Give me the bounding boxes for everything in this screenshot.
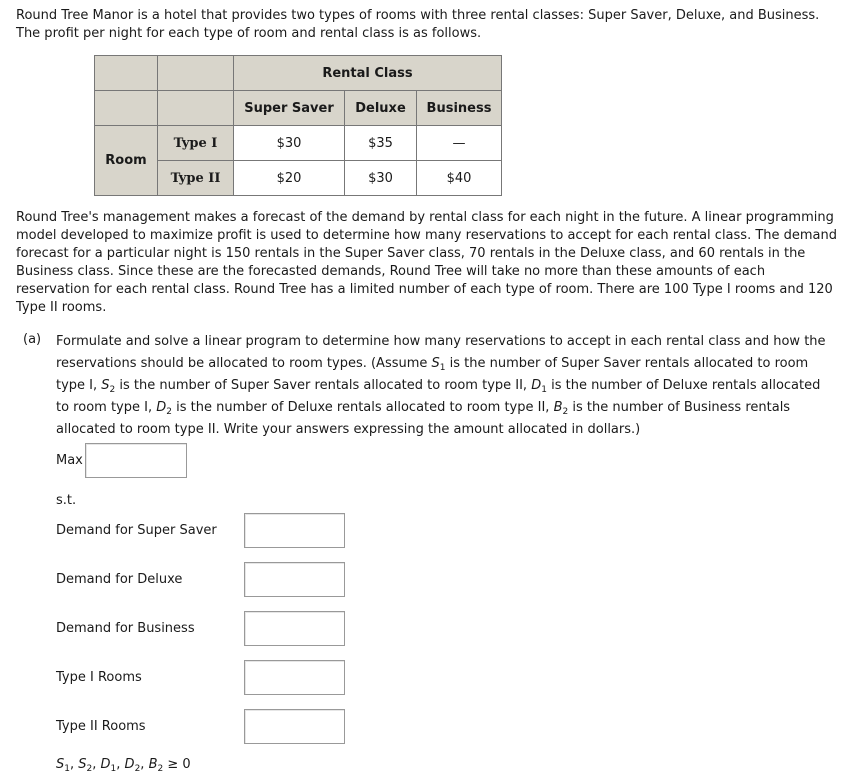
cell-type-i-business: — [417, 126, 502, 161]
constraint-input-type-ii-rooms[interactable] [244, 709, 345, 744]
col-super-saver: Super Saver [234, 91, 345, 126]
part-a-label: (a) [23, 332, 42, 347]
cell-type-ii-business: $40 [417, 161, 502, 196]
room-row-header: Room [95, 126, 158, 196]
row-type-i: Type I [158, 126, 234, 161]
cell-type-ii-super-saver: $20 [234, 161, 345, 196]
constraint-label-super-saver: Demand for Super Saver [56, 523, 217, 538]
cell-type-ii-deluxe: $30 [345, 161, 417, 196]
intro-text: Round Tree Manor is a hotel that provides two types of rooms with three rental classes: Super Saver, Deluxe, and Business. The profit per night for each type of room and rental class is as follows. [16, 8, 820, 41]
st-label: s.t. [56, 493, 77, 508]
constraint-input-deluxe[interactable] [244, 562, 345, 597]
cell-type-i-super-saver: $30 [234, 126, 345, 161]
col-deluxe: Deluxe [345, 91, 417, 126]
profit-table [94, 55, 502, 196]
demand-paragraph: Round Tree's management makes a forecast of the demand by rental class for each night in the future. A linear programming model developed to maximize profit is used to determine how many reservations to accept for each rental class. The demand forecast for a particular night is 150 rentals in the Super Saver class, 70 rentals in the Deluxe class, and 60 rentals in the Business class. Since these are the forecasted demands, Round Tree will take no more than these amounts of each reservation for each rental class. Round Tree has a limited number of each type of room. There are 100 Type I rooms and 120 Type II rooms. [16, 210, 838, 315]
constraint-label-business: Demand for Business [56, 621, 195, 636]
constraint-input-type-i-rooms[interactable] [244, 660, 345, 695]
constraint-input-super-saver[interactable] [244, 513, 345, 548]
nonnegativity-constraint: $S_1$, $S_2$, $D_1$, $D_2$, $B_2 \ge 0$ [56, 757, 191, 774]
rental-class-header: Rental Class [234, 56, 502, 91]
max-label: Max [56, 453, 83, 468]
part-a-question: Formulate and solve a linear program to determine how many reservations to accept in each rental class and how the reservations should be allocated to room types. (Assume $S_1$ is the number of Super Saver rentals allocated to room type I, $S_2$ is the number of Super Saver rentals allocated to room type II, $D_1$ is the number of Deluxe rentals allocated to room type I, $D_2$ is the number of Deluxe rentals allocated to room type II, $B_2$ is the number of Business rentals allocated to room type II. Write your answers expressing the amount allocated in dollars.) [56, 334, 826, 437]
constraint-label-deluxe: Demand for Deluxe [56, 572, 183, 587]
col-business: Business [417, 91, 502, 126]
cell-type-i-deluxe: $35 [345, 126, 417, 161]
constraint-input-business[interactable] [244, 611, 345, 646]
row-type-ii: Type II [158, 161, 234, 196]
constraint-label-type-ii-rooms: Type II Rooms [56, 719, 146, 734]
objective-input[interactable] [85, 443, 187, 478]
constraint-label-type-i-rooms: Type I Rooms [56, 670, 142, 685]
